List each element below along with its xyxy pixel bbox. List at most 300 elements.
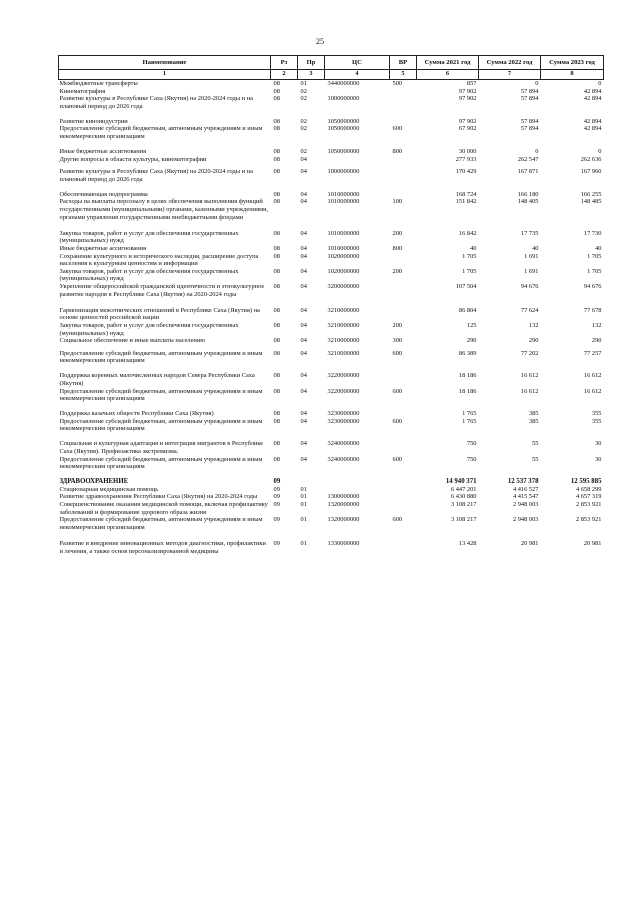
row-pr: 04 (300, 337, 307, 345)
row-sum-2023: 355 (591, 417, 602, 425)
row-pr: 04 (300, 306, 307, 314)
row-name: Развитие культуры в Республике Саха (Якутия) на 2020-2024 годы и на плановый период до 2026 года (59, 168, 253, 183)
row-name: Развитие кинoиндустрии (59, 117, 128, 125)
row-name: Социальная и культурная адаптация и интеграция мигрантов в Республике Саха (Якутия). Профилактика экстремизма. (59, 440, 264, 456)
row-vr: 200 (392, 229, 403, 237)
column-number-row (59, 70, 604, 80)
row-cs: 3210000000 (327, 337, 360, 345)
row-vr: 600 (392, 349, 403, 357)
row-name: Закупка товаров, работ и услуг для обеспечения государственных (муниципальных) нужд (59, 267, 239, 283)
row-name: Социальное обеспечение и иные выплаты населению (59, 337, 206, 345)
row-rz: 08 (273, 80, 280, 87)
table-row (59, 253, 604, 268)
row-pr: 04 (300, 283, 307, 290)
row-sum-2022: 55 (532, 440, 539, 448)
row-vr (390, 88, 417, 96)
row-name: Гармонизация межэтнических отношений в Республике Саха (Якутия) на основе ценностей российской нации (59, 306, 260, 322)
row-sum-2022: 40 (532, 245, 539, 253)
row-vr: 600 (392, 387, 403, 395)
row-vr (390, 501, 417, 516)
row-vr: 200 (392, 322, 403, 330)
row-cs: 3240000000 (327, 440, 360, 448)
row-sum-2023: 42 894 (583, 87, 602, 95)
row-sum-2023: 0 (598, 80, 602, 87)
row-pr: 04 (300, 349, 307, 357)
row-sum-2022: 16 612 (520, 372, 539, 380)
row-name: Совершенствование оказания медицинской помощи, включая профилактику заболеваний и формирование здорового образа жизни (59, 501, 268, 516)
row-cs: 1000000000 (327, 95, 360, 103)
row-sum-2023: 4 657 319 (575, 493, 602, 501)
row-sum-2022: 4 416 527 (512, 485, 539, 493)
row-pr: 02 (300, 87, 307, 95)
row-pr: 04 (300, 155, 307, 163)
table-body (59, 80, 604, 556)
row-name: Поддержка коренных малочисленных народов Севера Республики Саха (Якутия) (59, 372, 255, 387)
row-sum-2021: 750 (466, 455, 477, 463)
row-rz: 08 (273, 455, 280, 463)
row-cs: 3210000000 (327, 349, 360, 357)
row-sum-2021: 168 724 (455, 190, 477, 198)
row-sum-2022: 1 691 (524, 252, 539, 260)
row-name: Развитие культуры в Республике Саха (Якутия) на 2020-2024 годы и на плановый период до 2026 года (59, 95, 253, 110)
row-rz: 08 (273, 190, 280, 198)
row-sum-2022: 167 871 (517, 168, 539, 176)
row-cs: 3230000000 (327, 410, 360, 418)
row-spacer (59, 433, 604, 440)
table-row (59, 418, 604, 433)
row-sum-2021: 107 504 (455, 283, 477, 290)
row-vr: 800 (392, 245, 403, 253)
row-name: Закупка товаров, работ и услуг для обеспечения государственных (муниципальных) нужд (59, 322, 239, 337)
row-sum-2022: 2 948 003 (512, 501, 539, 509)
row-rz: 08 (273, 198, 280, 206)
row-vr (390, 283, 417, 298)
row-name: Кинематография (59, 87, 106, 95)
row-spacer (59, 531, 604, 540)
row-rz: 08 (273, 417, 280, 425)
row-name: Предоставление субсидий бюджетным, автономным учреждениям и иным некоммерческим организациям (59, 455, 263, 471)
row-cs: 3230000000 (327, 417, 360, 425)
table-row (59, 230, 604, 245)
row-sum-2022: 385 (528, 417, 539, 425)
row-cs: 3220000000 (327, 372, 360, 380)
row-sum-2021: 1 705 (462, 252, 477, 260)
row-vr: 300 (392, 337, 403, 345)
row-pr: 04 (300, 322, 307, 330)
row-sum-2021: 151 842 (455, 198, 477, 206)
row-vr (390, 307, 417, 322)
row-spacer (59, 471, 604, 478)
row-rz: 08 (273, 440, 280, 448)
row-sum-2022: 1 691 (524, 267, 539, 275)
row-rz: 09 (273, 478, 281, 486)
row-sum-2023: 166 255 (580, 190, 602, 198)
table-row (59, 283, 604, 298)
table-row (59, 540, 604, 555)
row-vr (390, 253, 417, 268)
row-sum-2023: 94 676 (583, 283, 602, 290)
row-cs: 3200000000 (327, 283, 360, 290)
table-row (59, 322, 604, 337)
row-sum-2022: 57 894 (520, 117, 539, 125)
row-name: Другие вопросы в области культуры, кинематографии (59, 155, 207, 163)
header-pr: Пр (298, 56, 325, 70)
row-name: Предоставление субсидий бюджетным, автономным учреждениям и иным некоммерческим организациям (59, 516, 263, 531)
row-name: Предоставление субсидий бюджетным, автономным учреждениям и иным некоммерческим организациям (59, 349, 263, 365)
row-sum-2023: 12 595 885 (570, 478, 602, 486)
row-rz: 08 (273, 337, 280, 345)
row-sum-2021: 86 389 (458, 349, 477, 357)
row-rz: 08 (273, 117, 280, 125)
row-rz: 08 (273, 148, 280, 156)
row-sum-2023: 40 (595, 245, 602, 253)
row-cs (325, 486, 390, 494)
row-pr: 04 (300, 190, 307, 198)
row-name: Сохранение культурного и исторического наследия, расширение доступа населения к культурным ценностям и информации (59, 252, 259, 268)
row-sum-2022: 290 (528, 337, 539, 345)
row-cs (325, 478, 390, 486)
table-row (59, 191, 604, 199)
row-sum-2022: 77 202 (520, 349, 539, 357)
row-rz: 08 (273, 125, 280, 133)
row-sum-2022: 166 180 (517, 190, 539, 198)
row-sum-2023: 42 894 (583, 125, 602, 133)
row-name: Межбюджетные трансферты (59, 80, 138, 87)
header-vr: ВР (390, 56, 417, 70)
row-vr: 200 (392, 267, 403, 275)
table-row (59, 478, 604, 486)
header-row (59, 56, 604, 70)
row-cs: 3440000000 (327, 80, 360, 87)
row-vr (390, 95, 417, 110)
row-rz: 08 (273, 306, 280, 314)
row-rz: 09 (273, 516, 280, 524)
row-sum-2023: 17 730 (583, 229, 602, 237)
row-sum-2023: 42 894 (583, 117, 602, 125)
row-sum-2021: 18 186 (458, 372, 477, 380)
header-sum-2023: Сумма 2023 год (541, 56, 604, 70)
row-vr (390, 493, 417, 501)
row-cs: 1320000000 (327, 501, 360, 509)
column-number: 2 (271, 70, 298, 80)
table-row (59, 410, 604, 418)
row-cs: 1320000000 (327, 516, 360, 524)
row-sum-2021: 30 000 (458, 148, 477, 156)
row-sum-2023: 30 (595, 440, 602, 448)
row-sum-2021: 67 902 (458, 125, 477, 133)
row-sum-2022: 0 (535, 80, 539, 87)
row-vr: 600 (392, 455, 403, 463)
row-pr: 04 (300, 252, 307, 260)
row-pr: 04 (300, 417, 307, 425)
row-sum-2023: 167 960 (580, 168, 602, 176)
row-sum-2023: 355 (591, 410, 602, 418)
column-number: 6 (417, 70, 479, 80)
row-vr (390, 156, 417, 164)
row-sum-2021: 16 842 (458, 229, 477, 237)
row-sum-2021: 857 (466, 80, 477, 87)
row-spacer (59, 403, 604, 410)
row-sum-2021: 86 804 (458, 306, 477, 314)
row-sum-2021: 6 447 201 (450, 485, 477, 493)
row-sum-2022: 12 537 378 (507, 478, 539, 486)
row-sum-2021: 18 186 (458, 387, 477, 395)
row-cs: 1300000000 (327, 493, 360, 501)
row-pr: 04 (300, 455, 307, 463)
row-rz: 08 (273, 372, 280, 380)
row-sum-2021: 125 (466, 322, 477, 330)
row-vr: 800 (392, 148, 403, 156)
row-cs: 3220000000 (327, 387, 360, 395)
row-sum-2022: 385 (528, 410, 539, 418)
row-spacer (59, 298, 604, 307)
row-vr (390, 118, 417, 126)
row-spacer (59, 183, 604, 190)
column-number: 3 (298, 70, 325, 80)
row-sum-2023: 77 257 (583, 349, 602, 357)
row-sum-2021: 14 940 371 (445, 478, 477, 486)
table-row (59, 456, 604, 471)
row-rz: 09 (273, 485, 280, 493)
row-name: Иные бюджетные ассигнования (59, 148, 147, 156)
row-pr: 02 (300, 148, 307, 156)
row-sum-2022: 17 735 (520, 229, 539, 237)
row-sum-2023: 1 705 (587, 267, 602, 275)
row-sum-2021: 1 765 (462, 410, 477, 418)
row-name: Укрепление общероссийской гражданской идентичности и этнокультурное развитие народов в Республике Саха (Якутия) на 2020-2024 годы (59, 283, 265, 298)
row-sum-2023: 77 678 (583, 306, 602, 314)
table-row (59, 486, 604, 494)
row-pr: 01 (300, 80, 307, 87)
row-pr: 04 (300, 229, 307, 237)
row-cs: 1010000000 (327, 229, 360, 237)
row-rz: 09 (273, 501, 280, 509)
row-sum-2021: 290 (466, 337, 477, 345)
row-rz: 08 (273, 267, 280, 275)
row-cs: 1000000000 (327, 168, 360, 176)
table-row (59, 388, 604, 403)
row-name: Иные бюджетные ассигнования (59, 245, 147, 253)
row-pr: 02 (300, 95, 307, 103)
column-number: 8 (541, 70, 604, 80)
row-sum-2023: 1 705 (587, 252, 602, 260)
row-sum-2022: 55 (532, 455, 539, 463)
row-sum-2023: 0 (598, 148, 602, 156)
row-name: Обеспечивающая подпрограмма (59, 190, 148, 198)
row-sum-2021: 40 (470, 245, 477, 253)
row-sum-2022: 57 894 (520, 125, 539, 133)
row-spacer (59, 221, 604, 230)
table-row (59, 516, 604, 531)
row-rz: 08 (273, 349, 280, 357)
row-sum-2021: 3 108 217 (450, 501, 477, 509)
row-cs: 1050000000 (327, 125, 360, 133)
row-rz: 08 (273, 229, 280, 237)
row-rz: 08 (273, 283, 280, 290)
table-row (59, 80, 604, 88)
row-sum-2022: 4 415 547 (512, 493, 539, 501)
row-sum-2023: 262 636 (580, 155, 602, 163)
row-sum-2023: 16 612 (583, 387, 602, 395)
row-sum-2021: 1 765 (462, 417, 477, 425)
row-cs: 3240000000 (327, 455, 360, 463)
row-vr: 500 (392, 80, 403, 87)
row-vr (390, 540, 417, 555)
row-pr: 04 (300, 245, 307, 253)
row-rz: 08 (273, 245, 280, 253)
row-name: Предоставление субсидий бюджетным, автономным учреждениям и иным некоммерческим организациям (59, 417, 263, 433)
row-vr: 600 (392, 516, 403, 524)
row-name: Поддержка казачьих обществ Республики Саха (Якутия) (59, 410, 214, 418)
row-cs: 1010000000 (327, 190, 360, 198)
row-cs: 1050000000 (327, 117, 360, 125)
row-sum-2023: 4 658 299 (575, 485, 602, 493)
table-row (59, 245, 604, 253)
table-row (59, 88, 604, 96)
row-name: Расходы на выплаты персоналу в целях обеспечения выполнения функций государственными (муниципальными) органами, казенными учреждениями, органами управления государственными внебюджетными фондами (59, 198, 269, 221)
row-sum-2021: 13 428 (458, 540, 477, 548)
row-sum-2022: 262 547 (517, 155, 539, 163)
row-name: Предоставление субсидий бюджетным, автономным учреждениям и иным некоммерческим организациям (59, 125, 263, 140)
row-sum-2022: 57 894 (520, 87, 539, 95)
row-pr: 04 (300, 372, 307, 380)
column-number: 7 (479, 70, 541, 80)
row-sum-2021: 750 (466, 440, 477, 448)
row-pr: 01 (300, 501, 307, 509)
page-number: 25 (316, 37, 324, 46)
row-sum-2021: 6 430 880 (450, 493, 477, 501)
row-pr: 04 (300, 267, 307, 275)
row-spacer (59, 365, 604, 372)
row-sum-2021: 1 705 (462, 267, 477, 275)
row-sum-2021: 97 902 (458, 117, 477, 125)
header-name: Наименование (59, 56, 271, 70)
row-sum-2023: 290 (591, 337, 602, 345)
row-sum-2022: 148 405 (517, 198, 539, 206)
table-row (59, 156, 604, 164)
table-row (59, 350, 604, 365)
row-cs: 1010000000 (327, 198, 360, 206)
row-name: Закупка товаров, работ и услуг для обеспечения государственных (муниципальных) нужд (59, 229, 239, 245)
row-pr: 01 (300, 540, 307, 548)
row-vr: 100 (392, 198, 403, 206)
row-sum-2021: 97 902 (458, 87, 477, 95)
row-vr (390, 410, 417, 418)
row-rz: 09 (273, 493, 280, 501)
row-pr: 04 (300, 440, 307, 448)
row-name: Предоставление субсидий бюджетным, автономным учреждениям и иным некоммерческим организациям (59, 387, 263, 403)
row-cs: 1020000000 (327, 267, 360, 275)
row-cs: 3210000000 (327, 306, 360, 314)
row-pr: 02 (300, 117, 307, 125)
row-vr (390, 478, 417, 486)
row-cs: 3210000000 (327, 322, 360, 330)
table-row (59, 268, 604, 283)
row-vr: 600 (392, 417, 403, 425)
row-vr: 600 (392, 125, 403, 133)
row-vr (390, 372, 417, 387)
column-number: 5 (390, 70, 417, 80)
header-rz: Рз (271, 56, 298, 70)
row-sum-2022: 20 981 (520, 540, 539, 548)
table-row (59, 493, 604, 501)
column-number: 4 (325, 70, 390, 80)
row-sum-2023: 42 894 (583, 95, 602, 103)
header-cs: ЦС (325, 56, 390, 70)
row-sum-2023: 20 981 (583, 540, 602, 548)
row-sum-2023: 148 485 (580, 198, 602, 206)
row-cs: 1010000000 (327, 245, 360, 253)
row-pr: 04 (300, 387, 307, 395)
table-row (59, 168, 604, 183)
row-pr: 01 (300, 493, 307, 501)
row-sum-2023: 2 853 921 (575, 501, 602, 509)
row-name: Стационарная медицинская помощь (59, 485, 159, 493)
row-rz: 08 (273, 95, 280, 103)
row-rz: 08 (273, 252, 280, 260)
row-pr (298, 478, 325, 486)
row-name: Развитие здравоохранения Республики Саха (Якутия) на 2020-2024 годы (59, 493, 258, 501)
row-rz: 08 (273, 155, 280, 163)
row-sum-2023: 2 853 921 (575, 516, 602, 524)
row-sum-2022: 2 948 003 (512, 516, 539, 524)
row-pr: 04 (300, 198, 307, 206)
row-sum-2023: 132 (591, 322, 602, 330)
header-sum-2021: Сумма 2021 год (417, 56, 479, 70)
header-sum-2022: Сумма 2022 год (479, 56, 541, 70)
table-row (59, 198, 604, 221)
row-rz: 08 (273, 410, 280, 418)
row-pr: 01 (300, 516, 307, 524)
row-sum-2022: 77 624 (520, 306, 539, 314)
row-cs: 1050000000 (327, 148, 360, 156)
row-rz: 08 (273, 168, 280, 176)
row-sum-2022: 57 894 (520, 95, 539, 103)
row-pr: 04 (300, 410, 307, 418)
row-rz: 09 (273, 540, 280, 548)
row-name: Развитие и внедрение инновационных методов диагностики, профилактики и лечения, а также основ персонализированной медицины (59, 540, 266, 555)
row-cs (325, 156, 390, 164)
row-sum-2023: 30 (595, 455, 602, 463)
table-row (59, 118, 604, 126)
row-sum-2022: 16 612 (520, 387, 539, 395)
row-pr: 02 (300, 125, 307, 133)
row-sum-2021: 3 108 217 (450, 516, 477, 524)
table-row (59, 337, 604, 345)
row-sum-2021: 170 429 (455, 168, 477, 176)
row-name: ЗДРАВООХРАНЕНИЕ (59, 478, 129, 486)
row-vr (390, 191, 417, 199)
table-row (59, 440, 604, 455)
row-sum-2022: 132 (528, 322, 539, 330)
row-rz: 08 (273, 387, 280, 395)
table-row (59, 307, 604, 322)
row-pr: 04 (300, 168, 307, 176)
row-spacer (59, 141, 604, 148)
table-row (59, 148, 604, 156)
row-rz: 08 (273, 322, 280, 330)
row-sum-2022: 0 (535, 148, 539, 156)
row-sum-2021: 277 933 (455, 155, 477, 163)
row-spacer (59, 110, 604, 117)
table-row (59, 372, 604, 387)
row-rz: 08 (273, 87, 280, 95)
row-vr (390, 440, 417, 455)
table-row (59, 501, 604, 516)
table-row (59, 95, 604, 110)
row-cs: 1330000000 (327, 540, 360, 548)
row-cs (325, 88, 390, 96)
